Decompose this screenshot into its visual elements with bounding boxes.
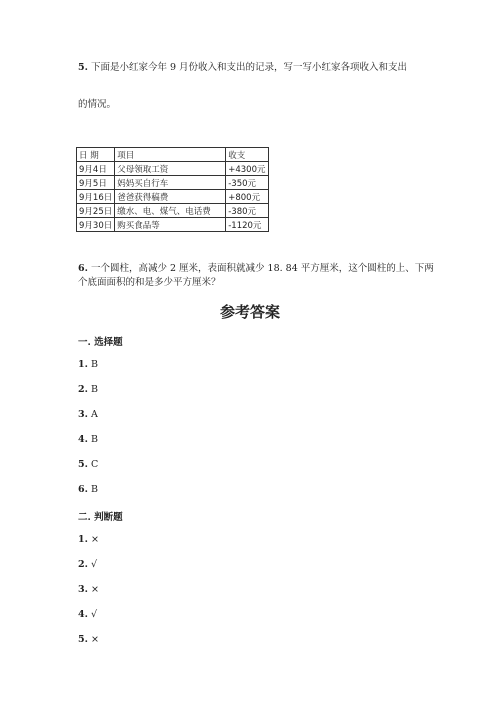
section-heading-judge: 二. 判断题	[78, 512, 123, 523]
table-row	[77, 190, 269, 204]
table-row	[77, 218, 269, 232]
cell-item: 妈妈买自行车	[115, 176, 226, 190]
answer-number: 4.	[78, 434, 88, 445]
answer-number: 3.	[78, 584, 88, 595]
cell-date: 9月4日	[77, 162, 115, 176]
answer-item	[78, 359, 98, 370]
table-header-row	[77, 148, 269, 162]
answer-value: ×	[90, 534, 99, 545]
answer-number: 1.	[78, 534, 88, 545]
cell-date: 9月16日	[77, 190, 115, 204]
question-text: 一个圆柱，高减少 2 厘米，表面积就减少 18. 84 平方厘米，这个圆柱的上、下两个底面面积的和是多少平方厘米？	[78, 263, 434, 288]
cell-amount: -350元	[226, 176, 268, 190]
answer-value: ×	[90, 584, 99, 595]
answer-item	[78, 459, 98, 470]
cell-date: 9月5日	[77, 176, 115, 190]
answer-number: 3.	[78, 409, 88, 420]
header-item: 项目	[115, 148, 226, 162]
header-amount: 收支	[226, 148, 268, 162]
answer-item	[78, 484, 98, 495]
answer-value: C	[90, 459, 99, 470]
question-number: 6.	[78, 263, 88, 274]
answer-item	[78, 559, 97, 570]
cell-amount: -1120元	[226, 218, 268, 232]
answer-value: B	[90, 359, 98, 370]
answer-number: 6.	[78, 484, 88, 495]
cell-item: 父母领取工资	[115, 162, 226, 176]
answer-value: B	[90, 434, 98, 445]
cell-amount: +800元	[226, 190, 268, 204]
question-text-line1: 下面是小红家今年 9 月份收入和支出的记录，写一写小红家各项收入和支出	[90, 62, 408, 73]
answer-value: B	[90, 484, 98, 495]
answer-value: √	[90, 609, 98, 620]
table-row	[77, 176, 269, 190]
question-5	[78, 61, 407, 75]
answer-number: 1.	[78, 359, 88, 370]
cell-amount: +4300元	[226, 162, 268, 176]
answer-item	[78, 409, 98, 420]
cell-item: 购买食品等	[115, 218, 226, 232]
header-date: 日 期	[77, 148, 115, 162]
question-6	[78, 262, 438, 290]
answer-item	[78, 434, 98, 445]
answer-number: 2.	[78, 384, 88, 395]
answer-item	[78, 534, 99, 545]
table-row	[77, 162, 269, 176]
income-expense-table	[76, 147, 269, 232]
answer-value: A	[90, 409, 98, 420]
answer-key-title: 参考答案	[219, 303, 280, 321]
cell-amount: -380元	[226, 204, 268, 218]
cell-date: 9月25日	[77, 204, 115, 218]
answer-value: √	[90, 559, 98, 570]
answer-number: 5.	[78, 634, 88, 645]
cell-item: 爸爸获得稿费	[115, 190, 226, 204]
question-number: 5.	[78, 62, 88, 73]
cell-item: 缴水、电、煤气、电话费	[115, 204, 226, 218]
answer-value: B	[90, 384, 98, 395]
answer-value: ×	[90, 634, 99, 645]
answer-item	[78, 634, 99, 645]
answer-number: 5.	[78, 459, 88, 470]
answer-number: 4.	[78, 609, 88, 620]
table-row	[77, 204, 269, 218]
section-heading-choice: 一. 选择题	[78, 337, 123, 348]
question-5-continuation: 的情况。	[78, 99, 117, 110]
answer-item	[78, 384, 98, 395]
cell-date: 9月30日	[77, 218, 115, 232]
answer-item	[78, 609, 97, 620]
answer-number: 2.	[78, 559, 88, 570]
answer-item	[78, 584, 99, 595]
